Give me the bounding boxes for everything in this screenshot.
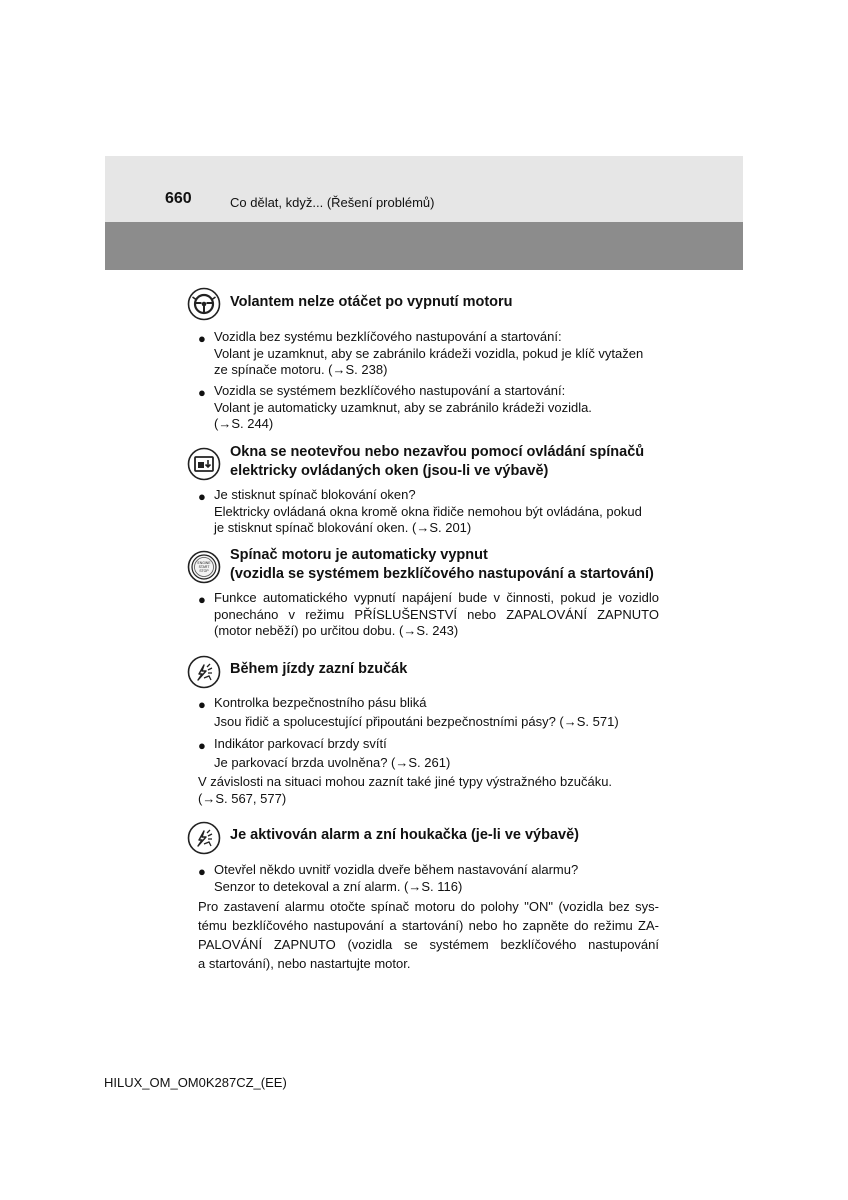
text-line: Vozidla se systémem bezklíčového nastupování a startování: [214, 383, 566, 398]
section-title-buzzer: Během jízdy zazní bzučák [230, 661, 408, 677]
text-line: tému bezklíčového nastupování a startování) nebo ho zapněte do režimu ZA- [198, 918, 659, 933]
text-line: Indikátor parkovací brzdy svítí [214, 736, 387, 751]
section-title-alarm: Je aktivován alarm a zní houkačka (je-li ve výbavě) [230, 827, 579, 843]
footer-code: HILUX_OM_OM0K287CZ_(EE) [104, 1075, 287, 1090]
list-item [214, 329, 659, 379]
bullet-icon: ● [198, 385, 206, 400]
list-item [214, 383, 659, 433]
section-note [198, 774, 659, 807]
text-line: Kontrolka bezpečnostního pásu bliká [214, 695, 427, 710]
text-line: Vozidla bez systému bezklíčového nastupování a startování: [214, 329, 562, 344]
text-line: Otevřel někdo uvnitř vozidla dveře během nastavování alarmu? [214, 862, 579, 877]
text-line: a startování), nebo nastartujte motor. [198, 956, 411, 971]
page-number: 660 [165, 190, 192, 207]
list-item [214, 487, 659, 537]
text-line: (→S. 244) [214, 416, 274, 431]
page-heading: Co dělat, když... (Řešení problémů) [230, 195, 435, 210]
text-line: Je parkovací brzda uvolněna? (→S. 261) [214, 754, 451, 770]
text-line: Elektricky ovládaná okna kromě okna řidiče nemohou být ovládána, pokud [214, 503, 642, 519]
steering-lock-icon [187, 287, 221, 321]
engine-icon-label: START [198, 565, 210, 569]
bullet-icon: ● [198, 331, 206, 346]
text-line: Funkce automatického vypnutí napájení bude v činnosti, pokud je vozidlo [214, 590, 659, 605]
bullet-icon: ● [198, 592, 206, 607]
text-line: PALOVÁNÍ ZAPNUTO (vozidla se systémem bezklíčového nastupování [198, 937, 659, 952]
bullet-icon: ● [198, 738, 206, 753]
text-line: (→S. 567, 577) [198, 790, 287, 806]
engine-icon-label: ENGINE [197, 561, 211, 565]
title-line: Okna se neotevřou nebo nezavřou pomocí ovládání spínačů [230, 444, 645, 460]
engine-start-stop-icon [187, 550, 221, 584]
text-line: (motor neběží) po určitou dobu. (→S. 243) [214, 623, 459, 638]
text-line: Senzor to detekoval a zní alarm. (→S. 116) [214, 878, 463, 894]
section-title-engine [230, 546, 670, 584]
buzzer-warning-icon [187, 655, 221, 689]
bullet-icon: ● [198, 697, 206, 712]
text-line: V závislosti na situaci mohou zaznít také jiné typy výstražného bzučáku. [198, 774, 613, 789]
list-item [214, 695, 659, 730]
text-line: Je stisknut spínač blokování oken? [214, 487, 416, 502]
list-item [214, 862, 659, 895]
bullet-icon: ● [198, 864, 206, 879]
header-dark-bar [105, 222, 743, 270]
power-window-icon [187, 447, 221, 481]
title-line: Spínač motoru je automaticky vypnut [230, 547, 488, 563]
section-title-windows [230, 443, 670, 481]
title-line: (vozidla se systémem bezklíčového nastupování a startování) [230, 566, 654, 582]
text-line: Pro zastavení alarmu otočte spínač motoru do polohy "ON" (vozidla bez sys- [198, 899, 659, 914]
list-item [214, 590, 659, 640]
alarm-warning-icon [187, 821, 221, 855]
section-note [198, 897, 659, 973]
bullet-icon: ● [198, 489, 206, 504]
title-line: elektricky ovládaných oken (jsou-li ve výbavě) [230, 463, 549, 479]
section-title-steering: Volantem nelze otáčet po vypnutí motoru [230, 294, 513, 310]
text-line: Volant je uzamknut, aby se zabránilo krádeži vozidla, pokud je klíč vytažen [214, 345, 644, 361]
engine-icon-label: STOP [199, 569, 209, 573]
text-line: Jsou řidič a spolucestující připoutáni bezpečnostními pásy? (→S. 571) [214, 713, 619, 729]
text-line: ponecháno v režimu PŘÍSLUŠENSTVÍ nebo ZAPALOVÁNÍ ZAPNUTO [214, 606, 659, 622]
text-line: ze spínače motoru. (→S. 238) [214, 362, 388, 377]
text-line: je stisknut spínač blokování oken. (→S. 201) [214, 520, 472, 535]
text-line: Volant je automaticky uzamknut, aby se zabránilo krádeži vozidla. [214, 399, 592, 415]
list-item [214, 736, 659, 771]
